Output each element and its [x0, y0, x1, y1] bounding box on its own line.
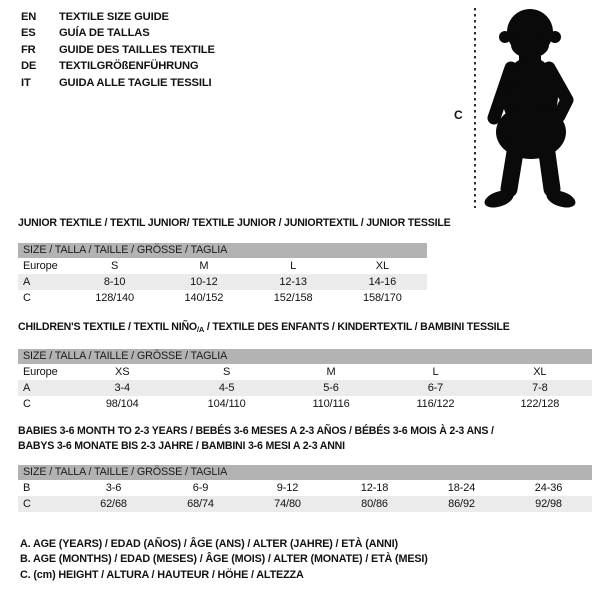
- row-label: C: [23, 498, 31, 510]
- size-header-bar: SIZE / TALLA / TAILLE / GRÖSSE / TAGLIA: [18, 465, 592, 480]
- cell-value: 140/152: [184, 292, 224, 304]
- cell-value: S: [111, 260, 119, 272]
- baby-figure: [430, 0, 590, 230]
- language-code: ES: [21, 27, 36, 40]
- cell-value: 3-6: [105, 482, 122, 494]
- guide-title-de: TEXTILGRÖßENFÜHRUNG: [59, 60, 199, 73]
- row-label: Europe: [23, 260, 58, 272]
- cell-value: 68/74: [187, 498, 214, 510]
- cell-value: M: [199, 260, 209, 272]
- table-title-segment: CHILDREN'S TEXTILE / TEXTIL NIÑO: [18, 321, 197, 333]
- cell-value: XS: [115, 366, 130, 378]
- table-row: [18, 258, 427, 274]
- language-title-list: [21, 9, 215, 91]
- babies-table-title: [18, 424, 592, 454]
- cell-value: 152/158: [273, 292, 313, 304]
- junior-table-title: [18, 216, 451, 231]
- cell-value: L: [432, 366, 439, 378]
- cell-value: S: [223, 366, 231, 378]
- language-row-it: [21, 75, 215, 91]
- language-row-de: [21, 58, 215, 74]
- cell-value: 116/122: [416, 398, 455, 410]
- footnote-b-age-months: B. AGE (MONTHS) / EDAD (MESES) / ÂGE (MOIS) / ALTER (MONATE) / ETÀ (MESI): [20, 553, 428, 566]
- figure-height-label: C: [454, 108, 463, 122]
- footnote-c-height-cm: C. (cm) HEIGHT / ALTURA / HAUTEUR / HÖHE / ALTEZZA: [20, 568, 304, 581]
- cell-value: XL: [375, 260, 389, 272]
- cell-value: 24-36: [534, 482, 563, 494]
- table-row: [18, 290, 427, 306]
- cell-value: 128/140: [95, 292, 134, 304]
- cell-value: L: [290, 260, 297, 272]
- guide-title-es: GUÍA DE TALLAS: [59, 27, 150, 40]
- language-code: IT: [21, 76, 31, 89]
- cell-value: 74/80: [274, 498, 301, 510]
- table-title-segment: / TEXTILE DES ENFANTS / KINDERTEXTIL / BAMBINI TESSILE: [204, 321, 510, 333]
- guide-title-it: GUIDA ALLE TAGLIE TESSILI: [59, 76, 212, 89]
- table-row: [18, 480, 592, 496]
- cell-value: 8-10: [103, 276, 126, 288]
- cell-value: 9-12: [276, 482, 299, 494]
- row-label: A: [23, 276, 31, 288]
- table-title-line: [18, 216, 451, 231]
- cell-value: 12-13: [279, 276, 307, 288]
- cell-value: 80/86: [361, 498, 388, 510]
- table-title-line: [18, 439, 592, 454]
- cell-value: 86/92: [448, 498, 475, 510]
- language-code: FR: [21, 43, 36, 56]
- cell-value: 110/116: [312, 398, 350, 410]
- cell-value: 122/128: [520, 398, 560, 410]
- language-code: EN: [21, 11, 37, 23]
- table-row: [18, 396, 592, 412]
- table-row: [18, 274, 427, 290]
- guide-title-fr: GUIDE DES TAILLES TEXTILE: [59, 43, 215, 56]
- size-header-bar: SIZE / TALLA / TAILLE / GRÖSSE / TAGLIA: [18, 349, 592, 364]
- size-header-bar: SIZE / TALLA / TAILLE / GRÖSSE / TAGLIA: [18, 243, 427, 258]
- table-title-segment: JUNIOR TEXTILE / TEXTIL JUNIOR/ TEXTILE JUNIOR / JUNIORTEXTIL / JUNIOR TESSILE: [18, 217, 451, 229]
- junior-size-table: [18, 216, 451, 306]
- cell-value: 98/104: [105, 398, 139, 410]
- language-row-fr: [21, 42, 215, 58]
- row-label: A: [23, 382, 31, 394]
- row-label: C: [23, 398, 31, 410]
- guide-title-en: TEXTILE SIZE GUIDE: [59, 11, 169, 23]
- babies-size-table: [18, 424, 592, 512]
- cell-value: 6-7: [427, 382, 444, 394]
- language-code: DE: [21, 60, 37, 73]
- baby-figure-svg: [430, 0, 590, 230]
- language-row-es: [21, 25, 215, 41]
- children-size-table: [18, 320, 592, 412]
- cell-value: 5-6: [323, 382, 339, 394]
- table-row: [18, 496, 592, 512]
- row-label: B: [23, 482, 31, 494]
- table-row: [18, 364, 592, 380]
- children-table-body: [18, 364, 592, 412]
- cell-value: 14-16: [368, 276, 397, 288]
- cell-value: 104/110: [207, 398, 246, 410]
- table-title-line: [18, 424, 592, 439]
- cell-value: 92/98: [535, 498, 562, 510]
- cell-value: 62/68: [100, 498, 127, 510]
- row-label: C: [23, 292, 31, 304]
- cell-value: 7-8: [532, 382, 548, 394]
- cell-value: 158/170: [363, 292, 402, 304]
- cell-value: 4-5: [218, 382, 235, 394]
- cell-value: 3-4: [114, 382, 130, 394]
- children-table-title: [18, 320, 592, 335]
- baby-silhouette-icon: [482, 9, 577, 211]
- language-row-en: [21, 9, 215, 25]
- table-title-segment: BABIES 3-6 MONTH TO 2-3 YEARS / BEBÉS 3-6 MESES A 2-3 AÑOS / BÉBÉS 3-6 MOIS À 2-3 ANS /: [18, 425, 494, 437]
- table-title-segment: BABYS 3-6 MONATE BIS 2-3 JAHRE / BAMBINI 3-6 MESI A 2-3 ANNI: [18, 440, 345, 452]
- table-row: [18, 380, 592, 396]
- cell-value: XL: [533, 366, 547, 378]
- table-title-line: [18, 320, 592, 335]
- cell-value: 18-24: [447, 482, 476, 494]
- cell-value: 10-12: [190, 276, 218, 288]
- babies-table-body: [18, 480, 592, 512]
- footnote-legend: [20, 537, 428, 583]
- table-title-segment: /A: [196, 325, 205, 334]
- row-label: Europe: [23, 366, 58, 378]
- cell-value: 6-9: [192, 482, 209, 494]
- footnote-a-age-years: A. AGE (YEARS) / EDAD (AÑOS) / ÂGE (ANS) / ALTER (JAHRE) / ETÀ (ANNI): [20, 538, 398, 550]
- cell-value: M: [326, 366, 336, 378]
- cell-value: 12-18: [360, 482, 389, 494]
- junior-table-body: [18, 258, 427, 306]
